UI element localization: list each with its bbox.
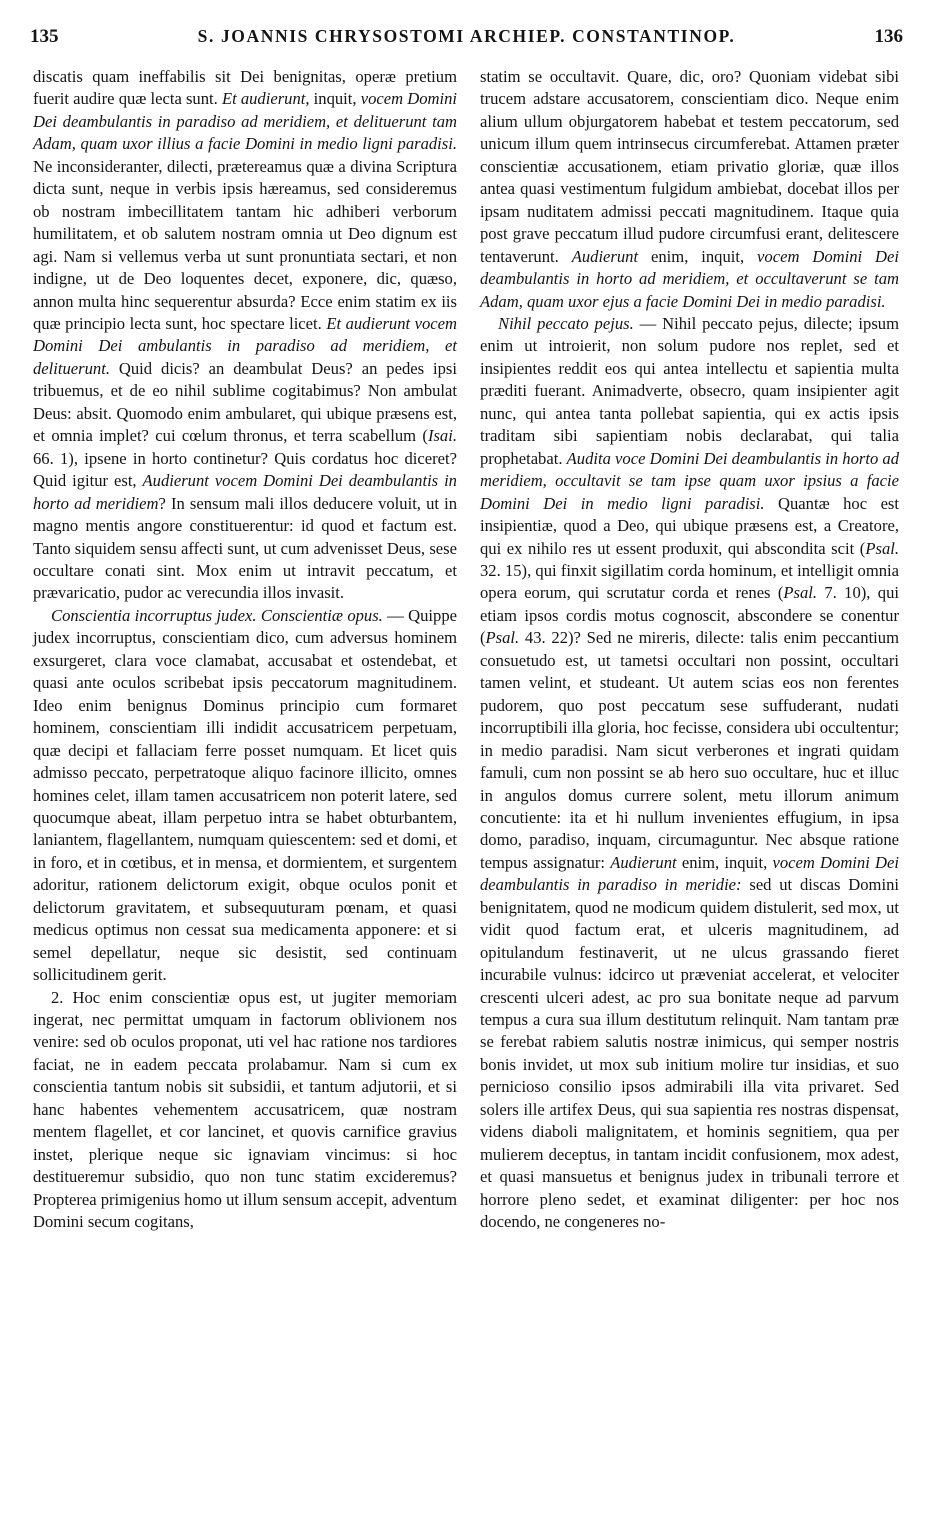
italic-text: Et audierunt	[221, 89, 306, 109]
italic-text: Conscientia incorruptus judex. Conscientiæ opus.	[51, 605, 383, 625]
italic-text: Audierunt vocem Domini Dei deambulantis in horto ad meridiem	[33, 471, 457, 513]
paragraph	[480, 66, 899, 313]
paragraph	[33, 987, 457, 1234]
text-run: discatis quam ineffabilis sit Dei benignitas, operæ pretium fuerit audire quæ lecta sunt.	[33, 67, 457, 109]
italic-text: vocem Domini Dei deambulantis in paradiso ad meridiem, et delituerunt tam Adam, quam uxor illius a facie Domini in medio ligni paradisi.	[33, 89, 458, 154]
text-run: 7. 10), qui etiam ipsos cordis motus cognoscit, abscondere se conentur (	[480, 583, 899, 648]
left-page-number: 135	[30, 26, 59, 47]
text-run: 32. 15), qui finxit sigillatim corda hominum, et intelligit omnia opera eorum, qui scrutatur corda et renes (	[480, 560, 899, 603]
paragraph	[480, 313, 899, 1234]
text-run: statim se occultavit. Quare, dic, oro? Quoniam videbat sibi trucem adstare accusatorem, conscientiam dico. Neque enim alium ullum objurgatorem habebat et testem peccatorum, sed unicum illum quem intrinsecus circumferebat. Attamen præter conscientiæ accusationem, etiam privatio gloriæ, quæ illos antea quasi vestimentum fulgidum ambiebat, docebat illos per ipsam nuditatem admissi peccati magnitudinem. Itaque quia post grave peccatum illud pudore circumfusi erant, delitescere tentaverunt.	[480, 67, 899, 266]
text-run: — Nihil peccato pejus, dilecte; ipsum enim ut introierit, non solum pudore nos replet, sed et insipientes reddit eos qui antea intellectu et sapientia multa præditi fuerant. Animadverte, obsecro, quam insipienter agit nunc, qui antea tanta pollebat sapientia, qui ex actis ipsis traditam sibi sapientiam nobis declarabat, qui talia prophetabat.	[480, 313, 900, 468]
italic-text: Audita voce Domini Dei deambulantis in horto ad meridiem, occultavit se tam ipse quam uxor ipsius a facie Domini Dei in medio ligni paradisi.	[480, 448, 900, 513]
italic-text: vocem Domini Dei deambulantis in horto ad meridiem, et occultaverunt se tam Adam, quam uxor ejus a facie Domini Dei in medio paradisi.	[480, 246, 899, 311]
text-run: enim, inquit,	[676, 852, 773, 872]
right-page-number: 136	[874, 26, 903, 47]
italic-text: Et audierunt vocem Domini Dei ambulantis in paradiso ad meridiem, et delituerunt.	[33, 313, 457, 378]
paragraph	[33, 66, 457, 605]
italic-text: Psal.	[865, 538, 899, 558]
text-run: — Quippe judex incorruptus, conscientiam dico, cum adversus hominem exsurgeret, clara voce clamabat, accusabat et ostendebat, et quasi ante oculos scribebat ipsis peccatorum magnitudinem. Ideo enim benignus Dominus principio cum formaret hominem, conscientiam illi indidit accusatricem perpetuam, quæ decipi et fallaciam ferre posset numquam. Et licet quis admisso peccato, perpetratoque aliquo facinore illicito, omnes homines celet, illam tamen accusatricem non poterit latere, sed quocumque abeat, illam perpetuo intra se habet obturbantem, laniantem, flagellantem, numquam quiescentem: sed et domi, et in foro, et in cœtibus, et in mensa, et dormientem, et surgentem adoritur, rationem delictorum exigit, obque oculos ponit et delictorum gravitatem, et subsequuturam pœnam, et quasi medicus optimus non cessat sua medicamenta apponere: et si semel depellatur, neque sic desistit, sed continuam sollicitudinem gerit.	[33, 605, 457, 985]
running-title: S. JOANNIS CHRYSOSTOMI ARCHIEP. CONSTANTINOP.	[197, 26, 736, 46]
italic-text: Psal.	[783, 583, 818, 603]
text-run: Quid dicis? an deambulat Deus? an pedes ipsi tribuemus, et de eo nihil sublime cogitabimus? Non ambulat Deus: absit. Quomodo enim ambularet, qui ubique præsens est, et omnia implet? cui cœlum thronus, et terra scabellum (	[33, 358, 457, 446]
text-run: , inquit,	[305, 89, 361, 109]
italic-text: Audierunt	[610, 852, 677, 872]
text-run: Quantæ hoc est insipientiæ, quod a Deo, qui ubique præsens est, a Creatore, qui ex nihilo res ut essent produxit, qui abscondita scit (	[480, 493, 899, 558]
text-run: enim, inquit,	[638, 246, 758, 266]
text-run: Ne inconsideranter, dilecti, prætereamus quæ a divina Scriptura dicta sunt, neque in verbis ipsis hæreamus, sed consideremus ob nostram imbecillitatem tantam hic adhiberi verborum humilitatem, et ob salutem nostram omnia ut Deo dignum est agi. Nam si vellemus verba ut sunt pronuntiata sectari, et non indigne, ut de Deo loquentes decet, exponere, dic, quæso, annon multa hinc sequerentur absurda? Ecce enim statim ex iis quæ principio lecta sunt, hoc spectare licet.	[33, 156, 457, 333]
paragraph	[33, 605, 457, 987]
text-run: ? In sensum mali illos deducere voluit, ut in magno mentis angore constituerentur: id quod et factum est. Tanto siquidem sensu affecti sunt, ut cum advenisset Deus, sese occultare conati sint. Mox enim ut intravit peccatum, et prævaricatio, pudor ac verecundia illos invasit.	[33, 493, 458, 603]
italic-text: Psal.	[485, 628, 520, 648]
left-column	[33, 66, 457, 1234]
text-run: 2. Hoc enim conscientiæ opus est, ut jugiter memoriam ingerat, nec permittat umquam in factorum oblivionem nos venire: sed ob oculos proponat, uti vel hac ratione nos tardiores faciat, ne in eadem peccata prolabamur. Nam si cum ex conscientia tantum nobis sit subsidii, et tantum adjutorii, et si hanc habentes vehementem accusatricem, quæ nostram mentem flagellet, et cor lancinet, et quovis carnifice gravius instet, plerique neque sic ignaviam vincimus: si hoc destitueremur subsidio, quo non tunc statim excideremus? Propterea primigenius homo ut illum sensum accepit, adventum Domini secum cogitans,	[33, 987, 457, 1232]
italic-text: Nihil peccato pejus.	[498, 313, 634, 333]
text-run: sed ut discas Domini benignitatem, quod ne modicum quidem distulerit, sed mox, ut vidit quod factum erat, et ulceris magnitudinem, ad opitulandum festinaverit, ut ne ulcus grassando fieret incurabile vulnus: idcirco ut præveniat accelerat, et velociter crescenti ulceri adest, ac pro sua bonitate neque ad parvum tempus a cura sua illum destitutum relinquit. Nam tantam præ se ferebat rabiem salutis nostræ inimicus, qui semper nostris bonis invidet, ut mox sub initium molire tur insidias, et suo pernicioso consilio ipsos admirabili illa vita privaret. Sed solers ille artifex Deus, qui sua sapientia res nostras dispensat, videns diaboli malignitatem, et hominis segnitiem, qua per mulierem deceptus, in tantam incidit confusionem, mox adest, et quasi mansuetus et benignus judex in tribunali terrore et horrore pleno sedet, et examinat diligenter: per hoc nos docendo, ne congeneres no-	[480, 875, 899, 1232]
italic-text: vocem Domini Dei deambulantis in paradiso in meridie:	[480, 852, 899, 895]
running-header	[30, 26, 903, 60]
italic-text: Isai.	[427, 426, 457, 446]
text-run: 43. 22)? Sed ne mireris, dilecte: talis enim peccantium consuetudo est, ut tametsi occultari non possint, occultari tamen velint, et studeant. Ut autem scias eos non ferentes pudorem, quo post peccatum sese suffuderant, nudati incorruptibili illa gloria, hoc fecisse, considera ubi occultentur; in medio paradisi. Nam sicut verberones et ingrati quidam famuli, cum non possint se ab hero suo occultare, huc et illuc in angulos domus currere solent, metu illorum animum concutiente: ita et hi nullum invenientes effugium, in ipsa domo, paradiso, inquam, circumaguntur. Nec absque ratione tempus assignatur:	[480, 628, 899, 872]
text-run: 66. 1), ipsene in horto continetur? Quis cordatus hoc diceret? Quid igitur est,	[33, 448, 457, 491]
right-column	[480, 66, 899, 1234]
italic-text: Audierunt	[571, 246, 639, 266]
